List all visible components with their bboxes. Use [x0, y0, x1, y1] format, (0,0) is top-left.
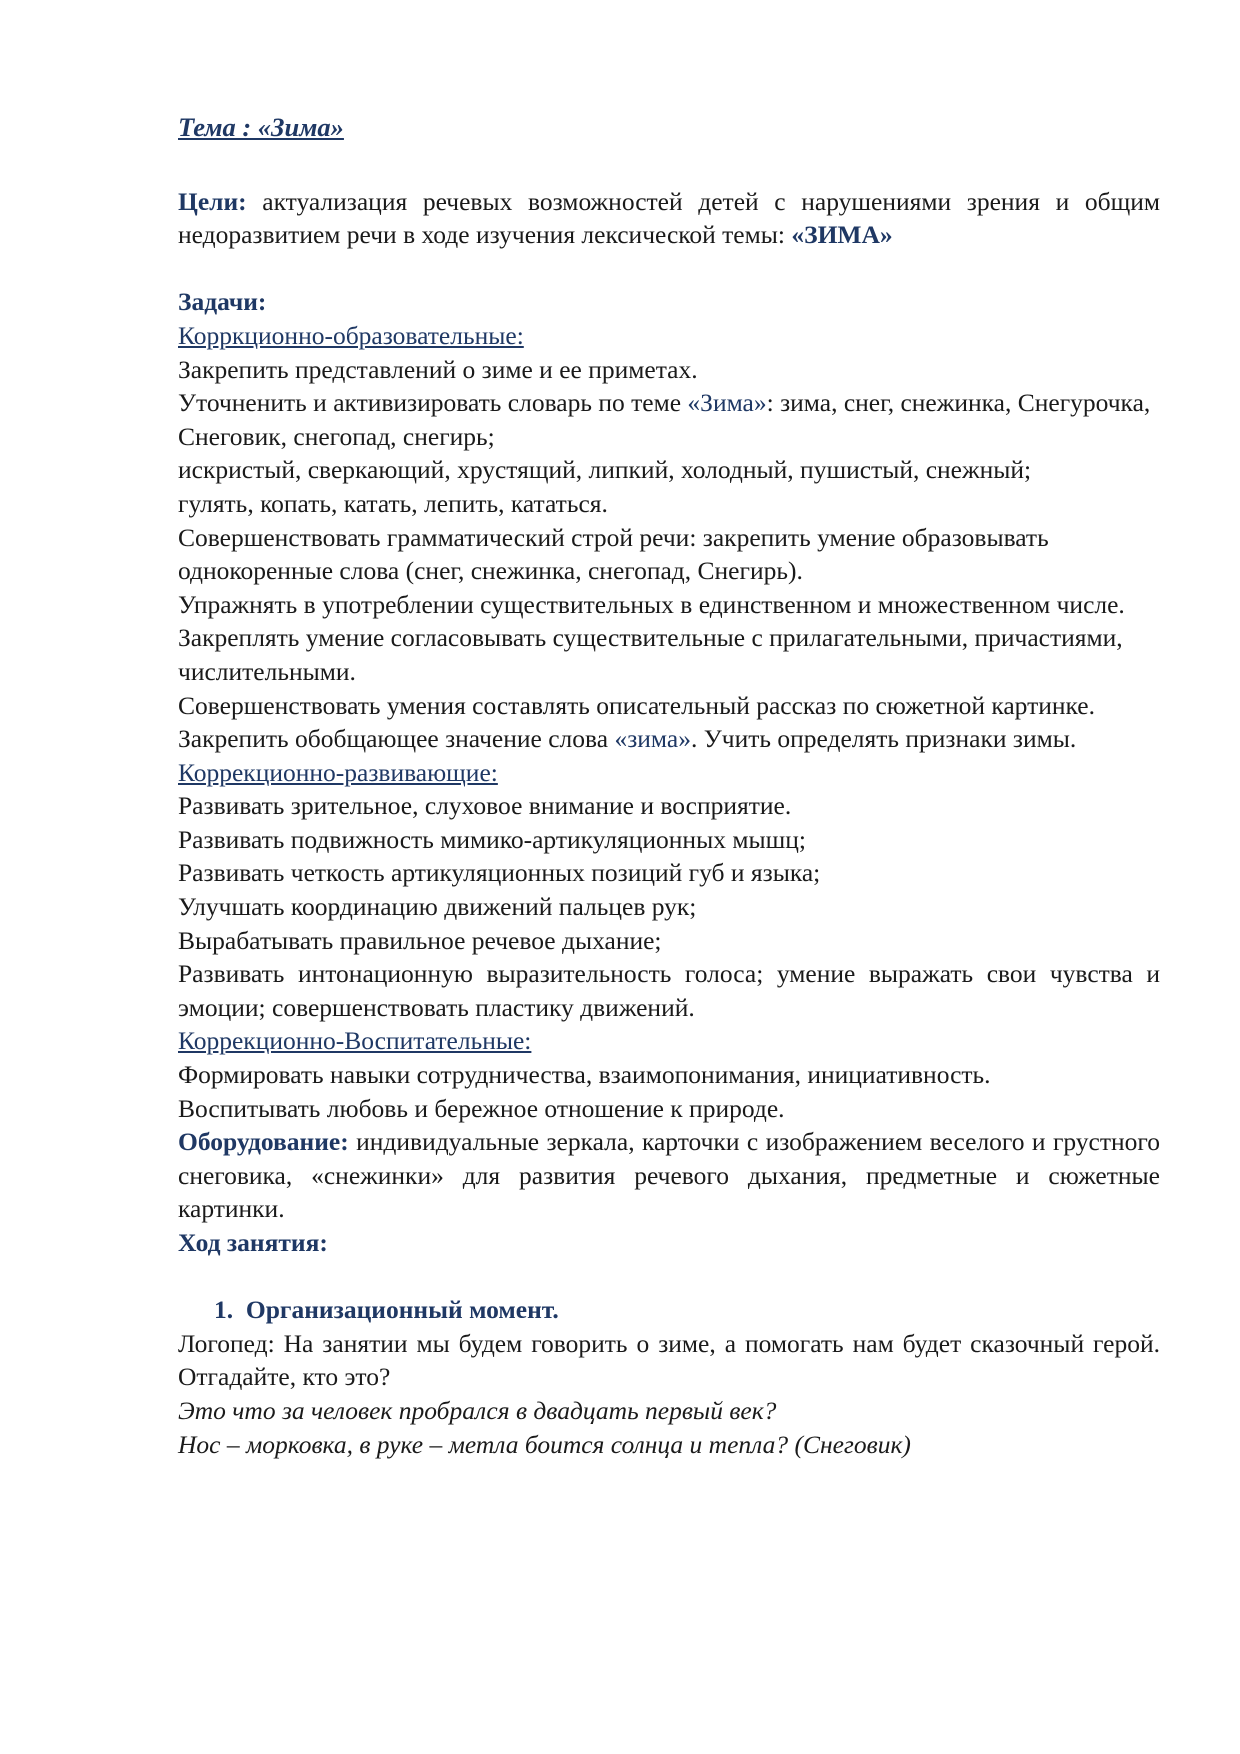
task-line: искристый, сверкающий, хрустящий, липкий, холодный, пушистый, снежный; — [178, 455, 1032, 485]
task-text: . Учить определять признаки зимы. — [690, 724, 1077, 754]
task-line: Развивать зрительное, слуховое внимание и восприятие. — [178, 791, 792, 821]
step-number: 1. — [214, 1295, 234, 1325]
task-text: : зима, снег, снежинка, Снегурочка, Снеговик, снегопад, снегирь; — [178, 388, 1151, 451]
task-line — [178, 386, 1160, 453]
task-line: Упражнять в употреблении существительных в единственном и множественном числе. — [178, 589, 1125, 619]
equipment-text: индивидуальные зеркала, карточки с изображением веселого и грустного снеговика, «снежинки» для развития речевого дыхания, предметные и сюжетные картинки. — [178, 1127, 1160, 1224]
equipment-paragraph — [178, 1125, 1160, 1226]
goals-topic: «ЗИМА» — [791, 220, 893, 250]
task-line: Совершенствовать грамматический строй речи: закрепить умение образовывать однокоренные слова (снег, снежинка, снегопад, Снегирь). — [178, 522, 1049, 586]
task-text: Уточненить и активизировать словарь по теме — [178, 388, 688, 418]
task-line: Развивать подвижность мимико-артикуляционных мышц; — [178, 824, 806, 854]
task-line: Совершенствовать умения составлять описательный рассказ по сюжетной картинке. — [178, 690, 1095, 720]
task-line: Закрепить представлений о зиме и ее приметах. — [178, 354, 698, 384]
goals-paragraph — [178, 185, 1160, 252]
riddle-line: Это что за человек пробрался в двадцать первый век? — [178, 1395, 777, 1425]
step-title: Организационный момент. — [245, 1295, 559, 1325]
task-line: Развивать четкость артикуляционных позиций губ и языка; — [178, 858, 821, 888]
goals-label: Цели: — [178, 186, 247, 216]
task-line: Улучшать координацию движений пальцев рук; — [178, 892, 697, 922]
speech-paragraph: Логопед: На занятии мы будем говорить о зиме, а помогать нам будет сказочный герой. Отгадайте, кто это? — [178, 1328, 1160, 1392]
lesson-step-heading — [178, 1293, 1160, 1327]
task-line — [178, 722, 1160, 756]
task-line: Формировать навыки сотрудничества, взаимопонимания, инициативность. — [178, 1060, 991, 1090]
task-line: гулять, копать, катать, лепить, кататься. — [178, 488, 608, 518]
riddle-line: Нос – морковка, в руке – метла боится солнца и тепла? (Снеговик) — [178, 1429, 911, 1459]
task-line: Развивать интонационную выразительность голоса; умение выражать свои чувства и эмоции; совершенствовать пластику движений. — [178, 959, 1160, 1022]
tasks-label: Задачи: — [178, 287, 267, 317]
equipment-label: Оборудование: — [178, 1127, 349, 1157]
task-line: Воспитывать любовь и бережное отношение к природе. — [178, 1093, 785, 1123]
section-heading-developmental: Коррекционно-развивающие: — [178, 757, 498, 787]
task-topic-word: «Зима» — [687, 388, 767, 418]
task-text: Закрепить обобщающее значение слова — [178, 724, 615, 754]
task-topic-word: «зима» — [614, 724, 691, 754]
section-heading-educational: Корркционно-образовательные: — [178, 320, 524, 350]
page-title: Тема : «Зима» — [178, 112, 344, 142]
task-line: Вырабатывать правильное речевое дыхание; — [178, 925, 662, 955]
goals-text: актуализация речевых возможностей детей с нарушениями зрения и общим недоразвитием речи в ходе изучения лексической темы: — [178, 186, 1160, 250]
lesson-label: Ход занятия: — [178, 1228, 328, 1257]
section-heading-upbringing: Коррекционно-Воспитательные: — [178, 1026, 532, 1056]
task-line: Закреплять умение согласовывать существительные с прилагательными, причастиями, числительными. — [178, 623, 1123, 686]
